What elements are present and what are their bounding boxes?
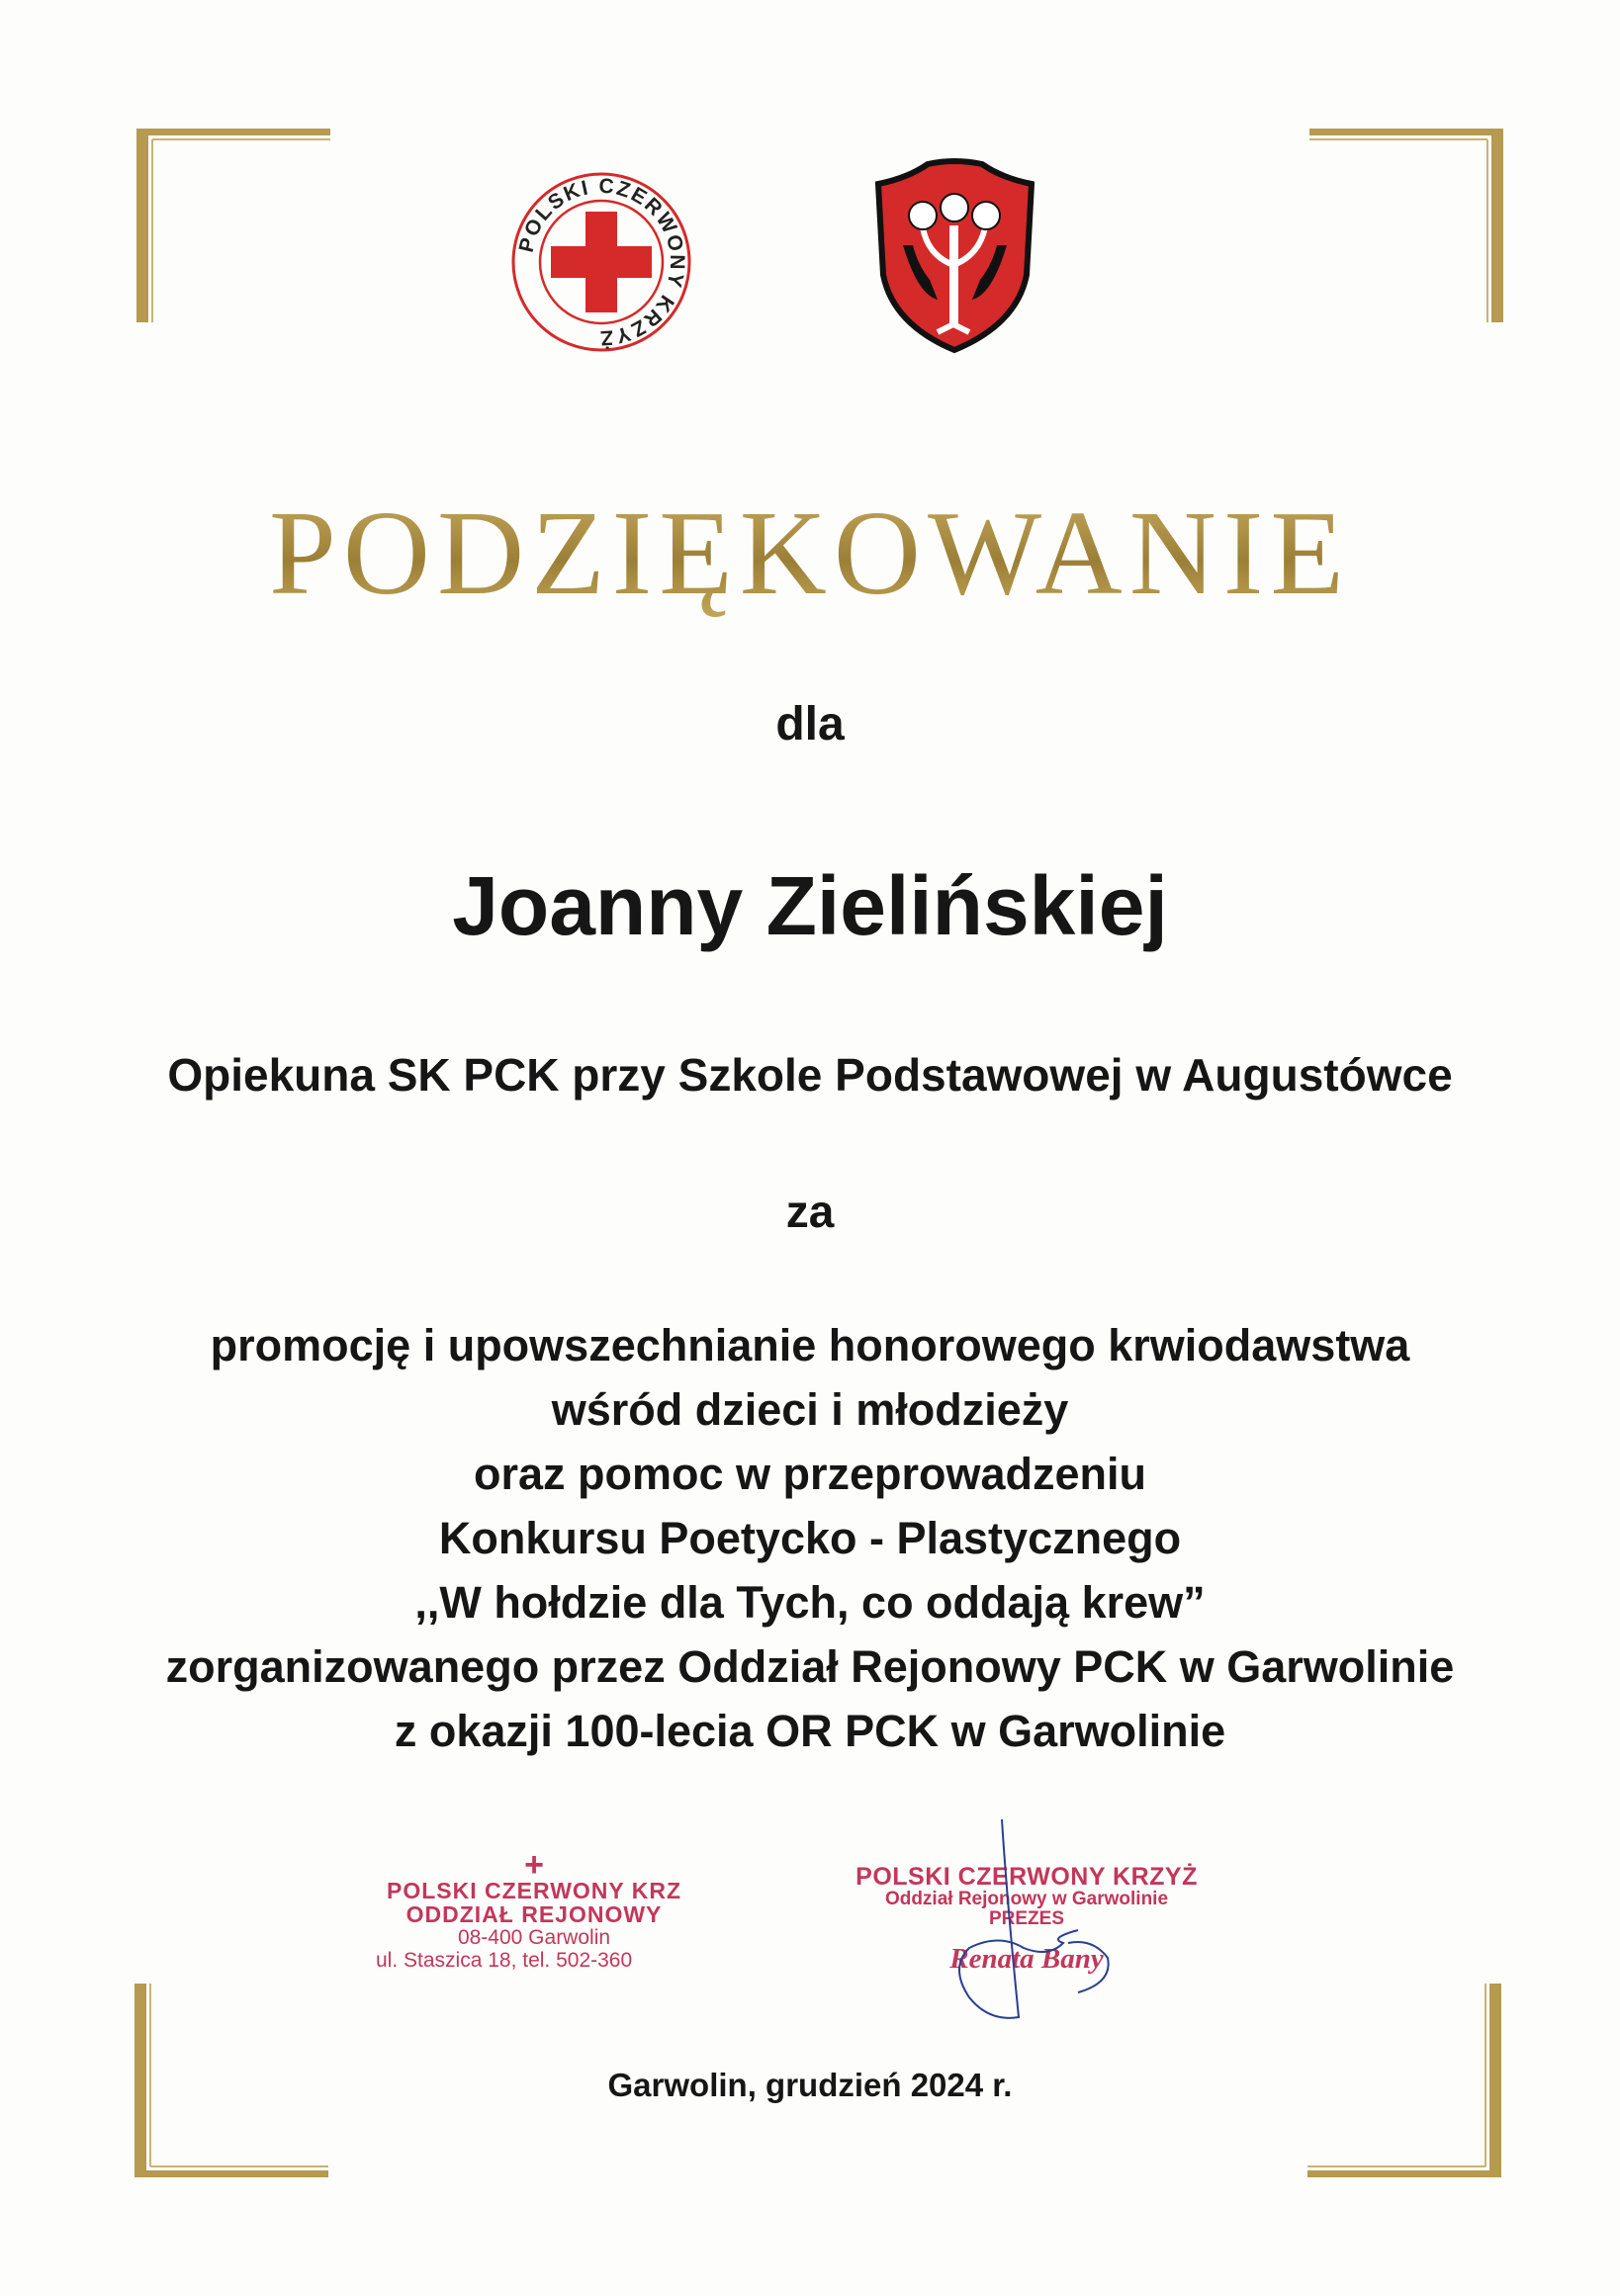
stamp-line: ul. Staszica 18, tel. 502-360 xyxy=(376,1949,633,1972)
certificate-title: PODZIĘKOWANIE xyxy=(0,485,1620,623)
recipient-role: Opiekuna SK PCK przy Szkole Podstawowej w Augustówce xyxy=(167,1049,1453,1101)
stamp-line: POLSKI CZERWONY KRZYŻ xyxy=(855,1863,1198,1891)
stamp-line: 08-400 Garwolin xyxy=(457,1926,611,1949)
reason-text xyxy=(0,1313,1620,1763)
corner-ornament-top-left xyxy=(136,129,330,322)
place-and-date: Garwolin, grudzień 2024 r. xyxy=(607,2067,1013,2103)
red-cross-logo xyxy=(509,170,693,354)
svg-text:POLSKI CZERWONY KRZYŻ: POLSKI CZERWONY KRZYŻ xyxy=(514,174,689,350)
recipient-name: Joanny Zielińskiej xyxy=(452,859,1168,952)
reason-line: Konkursu Poetycko - Plastycznego xyxy=(438,1513,1182,1563)
for-label: dla xyxy=(775,698,845,751)
stamp-line: PREZES xyxy=(988,1908,1065,1929)
reason-line: oraz pomoc w przeprowadzeniu xyxy=(473,1449,1147,1499)
reason-line: z okazji 100-lecia OR PCK w Garwolinie xyxy=(394,1706,1226,1756)
stamp-line: Oddział Rejonowy w Garwolinie xyxy=(884,1889,1169,1909)
reason-line: wśród dzieci i młodzieży xyxy=(551,1384,1069,1435)
stamp-line: POLSKI CZERWONY KRZ xyxy=(387,1878,681,1903)
reason-line: zorganizowanego przez Oddział Rejonowy PCK w Garwolinie xyxy=(165,1641,1455,1692)
organization-stamp xyxy=(366,1846,702,1972)
stamp-line: ODDZIAŁ REJONOWY xyxy=(405,1901,663,1927)
handwritten-signature xyxy=(930,1819,1147,2037)
reason-label: za xyxy=(785,1186,835,1237)
reason-line: promocję i upowszechnianie honorowego krwiodawstwa xyxy=(210,1320,1410,1370)
stamp-signatory-name: Renata Bany xyxy=(949,1943,1104,1975)
cross-icon: + xyxy=(524,1846,544,1884)
reason-line: ,,W hołdzie dla Tych, co oddają krew” xyxy=(414,1577,1206,1628)
coat-of-arms-icon xyxy=(868,156,1041,354)
corner-ornament-top-right xyxy=(1309,129,1503,322)
